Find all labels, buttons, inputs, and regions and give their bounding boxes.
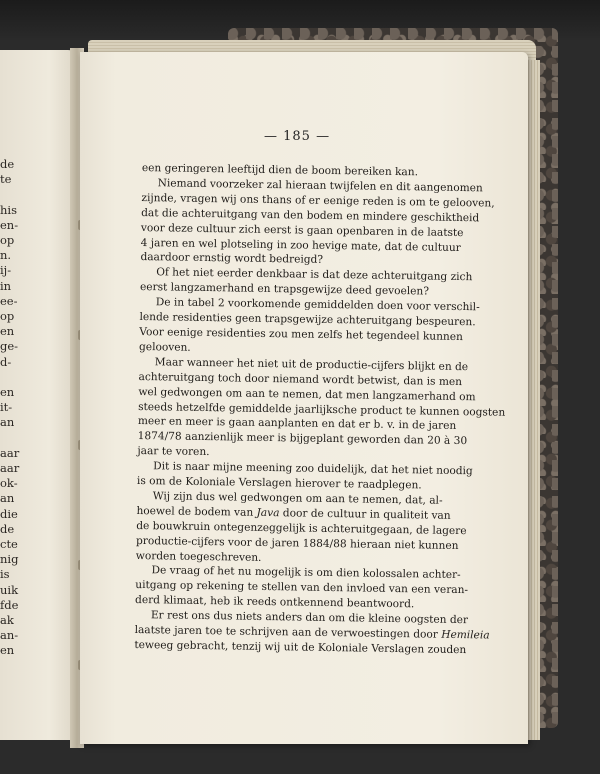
text-line: lende residenties geen trapsgewijze achteruitgang bespeuren. <box>139 311 476 329</box>
text-line: wel gedwongen om aan te nemen, dat men langzamerhand om <box>138 385 476 403</box>
text-line: 4 jaren en wel plotseling in zoo hevige mate, dat de cultuur <box>140 236 461 254</box>
left-page-fragment: his <box>0 202 17 217</box>
left-page-fragment: en <box>0 385 15 399</box>
text-line: Maar wanneer het niet uit de productie-cijfers blijkt en de <box>154 356 469 373</box>
page-number: — 185 — <box>264 129 331 144</box>
text-line: De in tabel 2 voorkomende gemiddelden doen voor verschil- <box>155 296 480 314</box>
text-line: Dit is naar mijne meening zoo duidelijk, dat het niet noodig <box>153 460 473 478</box>
left-page-fragment: ge- <box>0 339 19 354</box>
left-page-fragment: n. <box>0 248 12 263</box>
text-line: Niemand voorzeker zal hieraan twijfelen en dit aangenomen <box>157 177 483 195</box>
left-page-fragment: die <box>0 506 18 521</box>
left-page-fragment: de <box>0 157 15 171</box>
left-page-fragment: aar <box>0 461 20 475</box>
left-page-fragment: is <box>0 567 10 582</box>
text-line: Er rest ons dus niets anders dan om die kleine oogsten der <box>150 609 469 627</box>
left-page-fragment: aar <box>0 445 20 460</box>
text-line: Of het niet eerder denkbaar is dat deze achteruitgang zich <box>156 266 473 284</box>
text-line: achteruitgang toch door niemand wordt betwist, dan is men <box>138 370 463 388</box>
left-page-fragment: ij- <box>0 263 12 278</box>
text-line: de bouwkruin ontegenzeggelijk is achteruitgegaan, de lagere <box>136 519 467 537</box>
left-page-fragment: an <box>0 491 15 506</box>
text-line: steeds hetzelfde gemiddelde jaarlijksche product te kunnen oogsten <box>138 400 506 419</box>
left-page-fragment: op <box>0 309 15 323</box>
left-page-fragment: it- <box>0 400 13 415</box>
text-line: meer en meer is gaan aanplanten en dat er b. v. in de jaren <box>137 415 457 433</box>
text-line: Voor eenige residenties zou men zelfs het tegendeel kunnen <box>139 325 463 344</box>
left-page-fragment: de <box>0 521 15 536</box>
left-page-fragment: an- <box>0 628 19 643</box>
left-page-fragment: op <box>0 233 15 247</box>
text-line: eerst langzamerhand en trapsgewijze deed gevoelen? <box>139 281 430 298</box>
text-line: uitgang op rekening te stellen van den invloed van een veran- <box>135 579 469 597</box>
left-page-fragment: uik <box>0 582 19 597</box>
text-line: gelooven. <box>138 340 191 354</box>
text-line: zijnde, vragen wij ons thans of er eenige reden is om te gelooven, <box>141 191 495 210</box>
left-page-fragment: en <box>0 643 15 658</box>
text-line: jaar te voren. <box>137 445 210 459</box>
text-line: teweeg gebracht, tenzij wij uit de Koloniale Verslagen zouden <box>134 638 467 657</box>
left-page-fragment: ok- <box>0 476 18 491</box>
text-line: 1874/78 aanzienlijk meer is bijgeplant geworden dan 20 à 30 <box>137 430 468 448</box>
text-line: daardoor ernstig wordt bedreigd? <box>140 251 324 267</box>
text-line: voor deze cultuur zich eerst is gaan openbaren in de laatste <box>140 221 464 239</box>
text-line: is om de Koloniale Verslagen hierover te raadplegen. <box>136 474 422 492</box>
text-line: De vraag of het nu mogelijk is om dien kolossalen achter- <box>151 564 461 582</box>
left-page-fragment: an <box>0 415 15 430</box>
left-page-fragment: en- <box>0 217 19 232</box>
left-page-fragment: d- <box>0 354 12 369</box>
text-line: dat die achteruitgang van den bodem en mindere geschiktheid <box>141 206 480 225</box>
text-line: derd klimaat, heb ik reeds ontkennend beantwoord. <box>135 594 415 611</box>
left-page-fragment: en <box>0 324 15 339</box>
text-line: Wij zijn dus wel gedwongen om aan te nemen, dat, al- <box>152 490 443 507</box>
left-page-fragment: ee- <box>0 293 18 308</box>
body-text <box>134 161 506 657</box>
left-page-fragment: in <box>0 278 12 293</box>
text-line: productie-cijfers voor de jaren 1884/88 hieraan niet kunnen <box>135 534 459 552</box>
left-page-fragment: fde <box>0 597 19 612</box>
left-page-fragment: cte <box>0 537 18 551</box>
text-line: een geringeren leeftijd dien de boom bereiken kan. <box>141 161 419 179</box>
text-line: hoewel de bodem van Java door de cultuur in qualiteit van <box>136 504 451 522</box>
left-page-fragment: ak <box>0 613 14 627</box>
left-page-fragment: nig <box>0 552 19 567</box>
text-line: worden toegeschreven. <box>135 549 262 564</box>
text-line: laatste jaren toe te schrijven aan de verwoestingen door Hemileia <box>134 624 490 642</box>
left-page-fragment: te <box>0 172 12 187</box>
